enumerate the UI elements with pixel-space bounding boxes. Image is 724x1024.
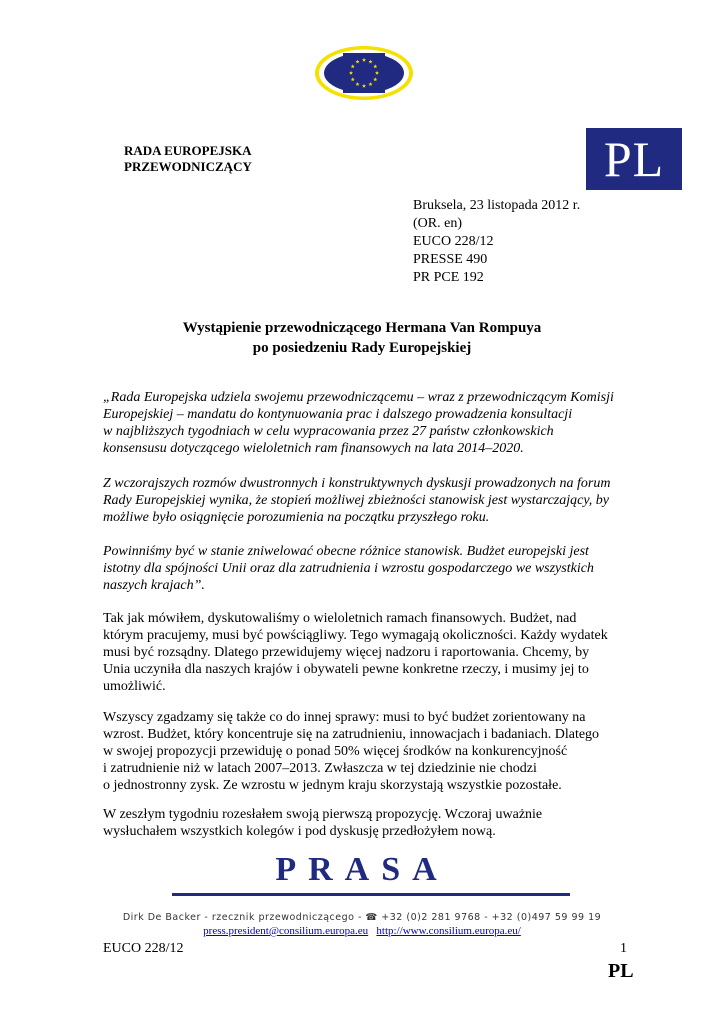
org-role: PRZEWODNICZĄCY <box>124 159 252 174</box>
paragraph-1 <box>103 389 623 457</box>
text-line: Tak jak mówiłem, dyskutowaliśmy o wieloletnich ramach finansowych. Budżet, nad <box>103 611 577 626</box>
email-link[interactable]: press.president@consilium.europa.eu <box>203 925 369 937</box>
spokesperson: Dirk De Backer - rzecznik przewodniczącego - <box>122 912 362 923</box>
meta-presse-code: PRESSE 490 <box>413 252 488 267</box>
paragraph-2 <box>103 475 623 526</box>
press-divider <box>172 893 570 896</box>
paragraph-3 <box>103 543 623 594</box>
text-line: musi być rozsądny. Dlatego przewidujemy więcej nadzoru i raportowania. Chcemy, by <box>103 645 590 660</box>
text-line: Unia uczyniła dla naszych krajów i obywateli pewne konkretne rzeczy, i musimy jej to <box>103 662 589 677</box>
text-line: W zeszłym tygodniu rozesłałem swoją pierwszą propozycję. Wczoraj uważnie <box>103 807 543 822</box>
text-line: konsensusu dotyczącego wieloletnich ram finansowych na lata 2014–2020. <box>103 441 524 456</box>
text-line: w najbliższych tygodniach w celu wypracowania przez 27 państw członkowskich <box>103 424 554 439</box>
press-links <box>0 925 724 938</box>
meta-original-language: (OR. en) <box>413 216 462 231</box>
website-link[interactable]: http://www.consilium.europa.eu/ <box>376 925 521 937</box>
text-line: i zatrudnienie niż w latach 2007–2013. Zwłaszcza w tej dziedzinie nie chodzi <box>103 761 537 776</box>
org-name: RADA EUROPEJSKA <box>124 143 252 158</box>
document-title <box>0 318 724 358</box>
text-line: „Rada Europejska udziela swojemu przewodniczącemu – wraz z przewodniczącym Komisji <box>103 390 614 405</box>
footer-doc-code: EUCO 228/12 <box>103 941 184 956</box>
text-line: Z wczorajszych rozmów dwustronnych i konstruktywnych dyskusji prowadzonych na forum <box>103 476 611 491</box>
page-number: 1 <box>620 941 627 956</box>
meta-euco-code: EUCO 228/12 <box>413 234 494 249</box>
text-line: naszych krajach”. <box>103 578 205 593</box>
text-line: którym pracujemy, musi być powściągliwy. Tego wymagają okoliczności. Każdy wydatek <box>103 628 608 643</box>
phone-numbers: +32 (0)2 281 9768 - +32 (0)497 59 99 19 <box>381 912 602 923</box>
telephone-icon: ☎ <box>365 912 378 923</box>
text-line: o jednostronny zysk. Ze wzrostu w jednym kraju skorzystają wszystkie pozostałe. <box>103 778 562 793</box>
paragraph-6 <box>103 806 623 840</box>
meta-pr-code: PR PCE 192 <box>413 270 484 285</box>
text-line: w swojej propozycji przewiduję o ponad 50% więcej środków na konkurencyjność <box>103 744 568 759</box>
text-line: istotny dla spójności Unii oraz dla zatrudnienia i wzrostu gospodarczego we wszystkich <box>103 561 594 576</box>
footer-language: PL <box>608 960 634 982</box>
paragraph-5 <box>103 709 623 794</box>
language-badge: PL <box>586 128 682 190</box>
text-line: Europejskiej – mandatu do kontynuowania prac i dalszego prowadzenia konsultacji <box>103 407 573 422</box>
text-line: umożliwić. <box>103 679 166 694</box>
council-heading <box>124 143 252 175</box>
meta-date: Bruksela, 23 listopada 2012 r. <box>413 198 581 213</box>
document-meta <box>413 197 580 287</box>
title-line-2: po posiedzeniu Rady Europejskiej <box>252 340 472 356</box>
title-line-1: Wystąpienie przewodniczącego Hermana Van Rompuya <box>182 320 542 336</box>
text-line: Rady Europejskiej wynika, że stopień możliwej zbieżności stanowisk jest wystarczający, by <box>103 493 610 508</box>
text-line: wzrost. Budżet, który koncentruje się na zatrudnieniu, innowacjach i badaniach. Dlatego <box>103 727 600 742</box>
paragraph-4 <box>103 610 623 695</box>
text-line: Wszyscy zgadzamy się także co do innej sprawy: musi to być budżet zorientowany na <box>103 710 586 725</box>
text-line: Powinniśmy być w stanie zniwelować obecne różnice stanowisk. Budżet europejski jest <box>103 544 589 559</box>
text-line: wysłuchałem wszystkich kolegów i pod dyskusję przedłożyłem nową. <box>103 824 496 839</box>
press-contact <box>0 912 724 924</box>
press-heading: PRASA <box>275 851 449 888</box>
text-line: możliwe było osiągnięcie porozumienia na początku przyszłego roku. <box>103 510 490 525</box>
eu-flag-emblem-icon <box>313 44 415 102</box>
